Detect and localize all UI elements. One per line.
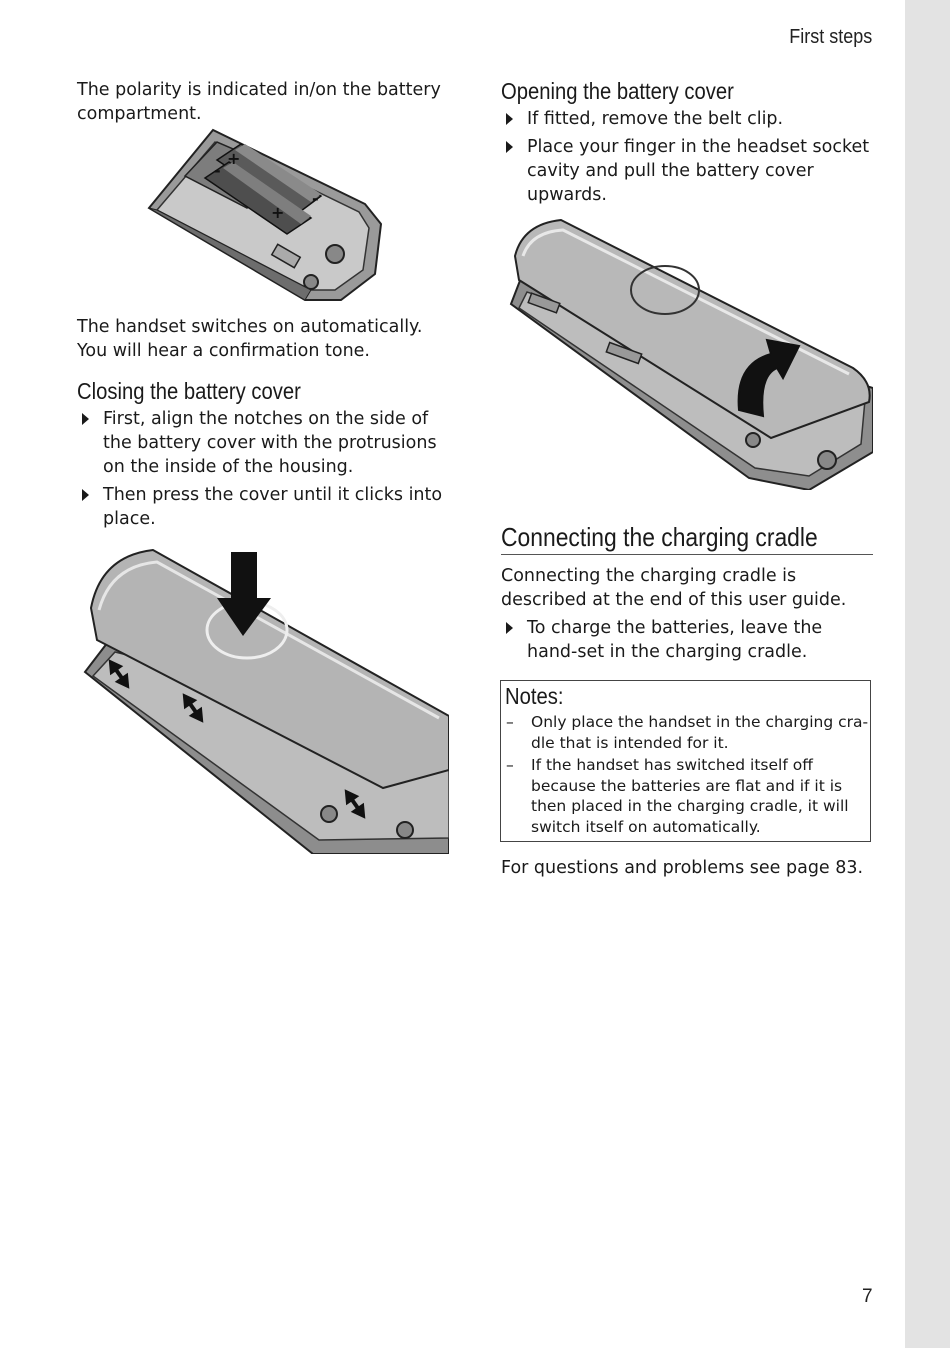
dash-bullet: –: [506, 713, 514, 731]
switch-on-text: The handset switches on automatically. You will hear a confirmation tone.: [77, 317, 423, 361]
side-margin-strip: [905, 0, 950, 1348]
closing-step-1: First, align the notches on the side of the battery cover with the protrusions on the inside of the housing.: [77, 407, 449, 479]
closing-heading: Closing the battery cover: [77, 378, 301, 404]
bullet-arrow-icon: [82, 489, 89, 501]
opening-heading: Opening the battery cover: [501, 78, 734, 104]
notes-list: [505, 712, 871, 839]
cradle-steps-list: [501, 616, 873, 668]
bullet-arrow-icon: [506, 141, 513, 153]
closing-steps-list: [77, 407, 449, 535]
page-number: 7: [862, 1286, 873, 1307]
note-item-2: – If the handset has switched itself off because the batteries are flat and if it is then placed in the charging cradle, it will switch itself on automatically.: [506, 756, 849, 836]
notes-title: Notes:: [505, 683, 564, 709]
bullet-arrow-icon: [506, 113, 513, 125]
polarity-text: The polarity is indicated in/on the battery compartment.: [77, 80, 441, 124]
bullet-arrow-icon: [82, 413, 89, 425]
closing-step-2: Then press the cover until it clicks into place.: [77, 483, 449, 531]
closing-cover-illustration: [83, 548, 449, 854]
opening-steps-list: [501, 107, 873, 211]
polarity-minus-right: -: [312, 189, 319, 208]
battery-compartment-illustration: [145, 124, 391, 306]
headset-socket: [746, 433, 760, 447]
questions-text: For questions and problems see page 83.: [501, 858, 864, 878]
cradle-text: Connecting the charging cradle is described at the end of this user guide.: [501, 566, 847, 610]
polarity-plus-top: +: [227, 149, 241, 168]
notes-box: [500, 680, 871, 842]
opening-step-1: If fitted, remove the belt clip.: [501, 107, 873, 131]
cradle-heading: Connecting the charging cradle: [501, 522, 818, 552]
bullet-arrow-icon: [506, 622, 513, 634]
opening-step-2: Place your finger in the headset socket cavity and pull the battery cover upwards.: [501, 135, 873, 207]
polarity-minus-left: -: [214, 161, 221, 180]
opening-cover-illustration: [509, 218, 873, 490]
headset-socket: [326, 245, 344, 263]
running-head: First steps: [788, 26, 872, 48]
polarity-plus-bottom: +: [271, 203, 285, 222]
note-item-1: – Only place the handset in the charging cra-dle that is intended for it.: [506, 713, 869, 752]
dash-bullet: –: [506, 756, 514, 774]
section-rule: [501, 554, 873, 555]
cradle-step-1: To charge the batteries, leave the hand-set in the charging cradle.: [501, 616, 873, 664]
